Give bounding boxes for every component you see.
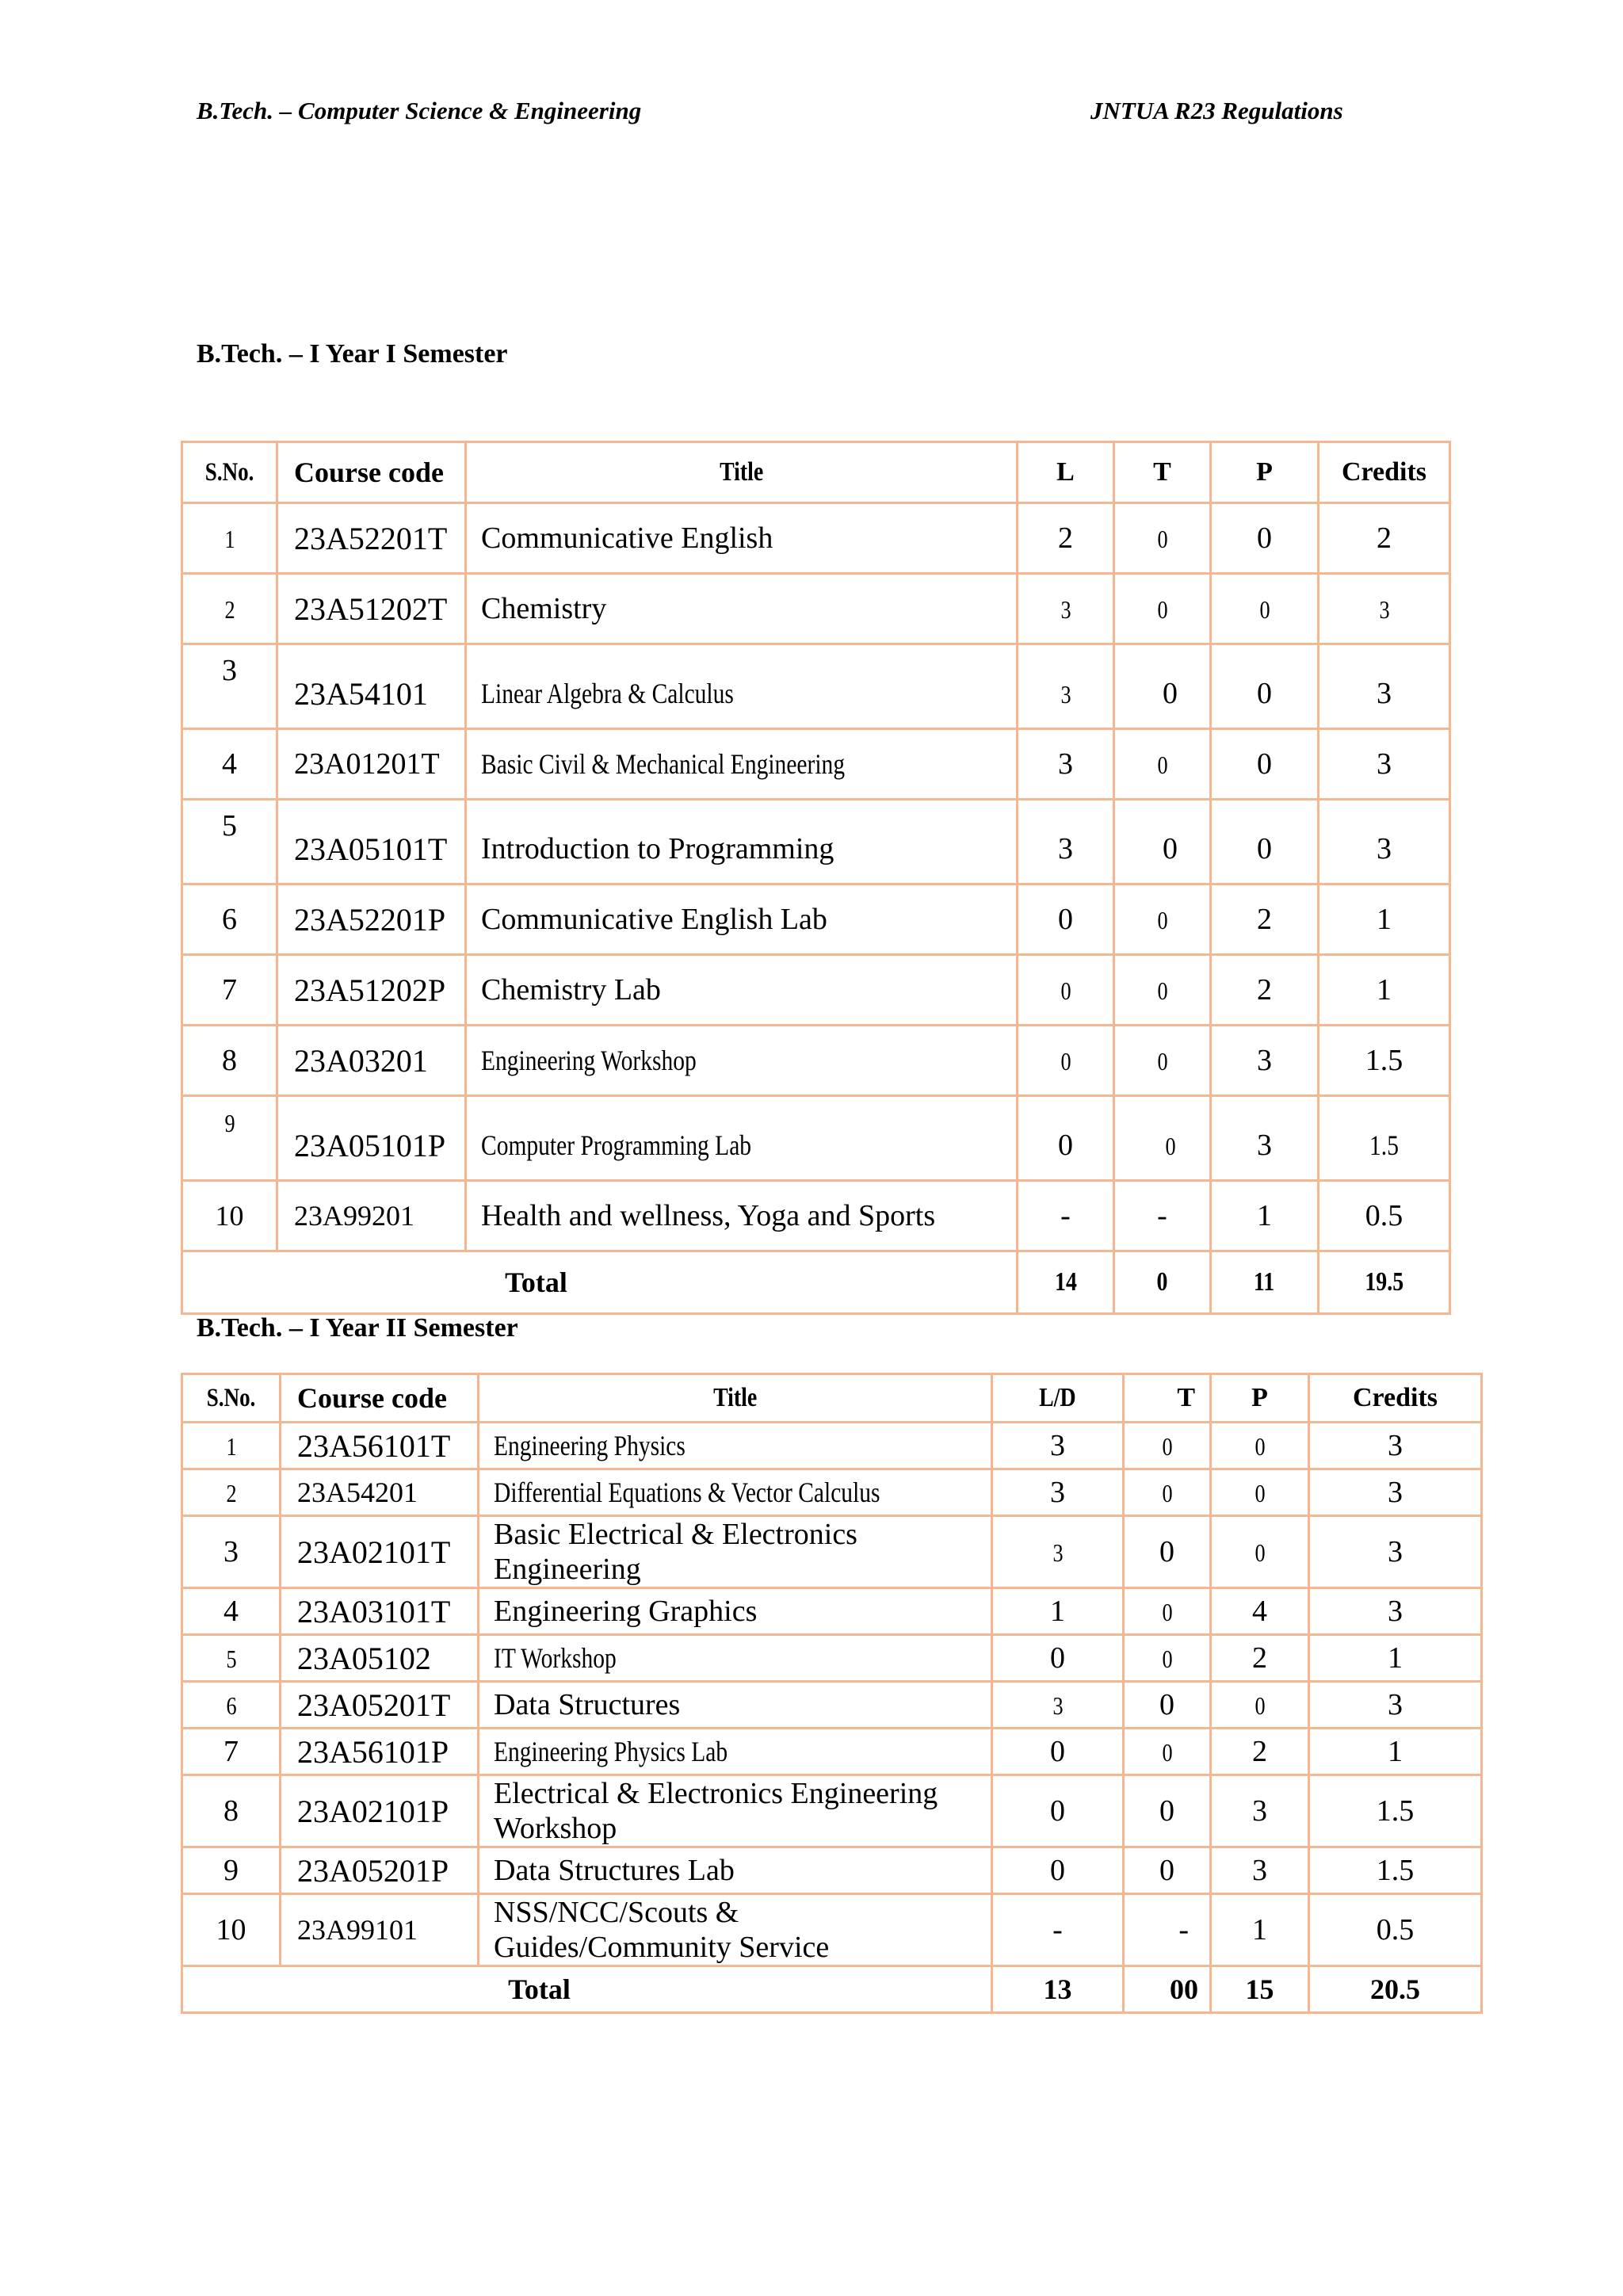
cell-code: 23A05101P xyxy=(277,1096,466,1181)
semester-1-title: B.Tech. – I Year I Semester xyxy=(197,339,508,369)
cell-title: Health and wellness, Yoga and Sports xyxy=(466,1181,1018,1251)
cell-title: Basic Civil & Mechanical Engineering xyxy=(466,729,1018,800)
cell-credits: 3 xyxy=(1319,644,1450,729)
cell-sno: 3 xyxy=(182,644,277,729)
column-header-ld: L/D xyxy=(992,1374,1124,1423)
cell-credits: 1 xyxy=(1319,884,1450,955)
table-row xyxy=(182,1423,1482,1469)
cell-credits: 3 xyxy=(1319,729,1450,800)
table-header-row xyxy=(182,442,1450,503)
cell-title: Chemistry Lab xyxy=(466,955,1018,1026)
table-row xyxy=(182,1516,1482,1588)
column-header-credits: Credits xyxy=(1309,1374,1482,1423)
cell-sno: 1 xyxy=(182,503,277,574)
table-row xyxy=(182,1847,1482,1894)
cell-sno: 9 xyxy=(182,1847,281,1894)
table-row xyxy=(182,644,1450,729)
cell-l: 0 xyxy=(992,1775,1124,1847)
cell-sno: 5 xyxy=(182,1635,281,1682)
cell-code: 23A05201T xyxy=(281,1682,479,1729)
cell-code: 23A05102 xyxy=(281,1635,479,1682)
cell-title: Electrical & Electronics Engineering Workshop xyxy=(479,1775,992,1847)
cell-l: - xyxy=(992,1894,1124,1966)
cell-t: 0 xyxy=(1124,1423,1211,1469)
table-row xyxy=(182,884,1450,955)
cell-l: 3 xyxy=(1018,574,1114,644)
cell-title: Communicative English Lab xyxy=(466,884,1018,955)
cell-t: 0 xyxy=(1124,1588,1211,1635)
cell-title: NSS/NCC/Scouts & Guides/Community Service xyxy=(479,1894,992,1966)
cell-t: 0 xyxy=(1114,574,1211,644)
cell-title: Data Structures Lab xyxy=(479,1847,992,1894)
cell-code: 23A02101T xyxy=(281,1516,479,1588)
running-header xyxy=(0,97,1623,128)
column-header-title: Title xyxy=(479,1374,992,1423)
cell-t: 0 xyxy=(1124,1682,1211,1729)
cell-credits: 2 xyxy=(1319,503,1450,574)
table-row xyxy=(182,1181,1450,1251)
column-header-t: T xyxy=(1124,1374,1211,1423)
cell-l: 3 xyxy=(992,1682,1124,1729)
cell-p: 0 xyxy=(1211,729,1319,800)
column-header-code: Course code xyxy=(277,442,466,503)
semester-2-title: B.Tech. – I Year II Semester xyxy=(197,1313,518,1343)
table-row xyxy=(182,1775,1482,1847)
cell-l: 0 xyxy=(1018,1096,1114,1181)
cell-p: 4 xyxy=(1211,1588,1309,1635)
table-total-row xyxy=(182,1251,1450,1314)
cell-sno: 2 xyxy=(182,1469,281,1516)
cell-title: Engineering Workshop xyxy=(466,1026,1018,1096)
cell-code: 23A02101P xyxy=(281,1775,479,1847)
column-header-t: T xyxy=(1114,442,1211,503)
cell-t: - xyxy=(1124,1894,1211,1966)
cell-title: IT Workshop xyxy=(479,1635,992,1682)
cell-code: 23A05101T xyxy=(277,800,466,884)
cell-sno: 6 xyxy=(182,1682,281,1729)
cell-sno: 10 xyxy=(182,1181,277,1251)
total-credits: 19.5 xyxy=(1319,1251,1450,1314)
semester-1-table xyxy=(181,441,1451,1315)
cell-title: Engineering Physics Lab xyxy=(479,1729,992,1775)
cell-credits: 3 xyxy=(1319,800,1450,884)
cell-credits: 3 xyxy=(1309,1469,1482,1516)
cell-t: 0 xyxy=(1114,1026,1211,1096)
header-regulations: JNTUA R23 Regulations xyxy=(1090,97,1343,124)
cell-p: 3 xyxy=(1211,1026,1319,1096)
table-row xyxy=(182,800,1450,884)
total-label: Total xyxy=(182,1966,992,2013)
cell-title: Chemistry xyxy=(466,574,1018,644)
cell-sno: 7 xyxy=(182,1729,281,1775)
cell-sno: 2 xyxy=(182,574,277,644)
cell-t: 0 xyxy=(1124,1469,1211,1516)
cell-code: 23A56101T xyxy=(281,1423,479,1469)
cell-credits: 1.5 xyxy=(1309,1847,1482,1894)
cell-l: 3 xyxy=(1018,644,1114,729)
cell-code: 23A03101T xyxy=(281,1588,479,1635)
cell-credits: 1 xyxy=(1309,1635,1482,1682)
total-l: 13 xyxy=(992,1966,1124,2013)
header-program: B.Tech. – Computer Science & Engineering xyxy=(197,97,642,124)
cell-p: 0 xyxy=(1211,644,1319,729)
cell-code: 23A51202P xyxy=(277,955,466,1026)
cell-sno: 4 xyxy=(182,1588,281,1635)
cell-l: 0 xyxy=(992,1847,1124,1894)
cell-l: 0 xyxy=(1018,955,1114,1026)
cell-sno: 4 xyxy=(182,729,277,800)
column-header-code: Course code xyxy=(281,1374,479,1423)
table-row xyxy=(182,503,1450,574)
cell-p: 2 xyxy=(1211,955,1319,1026)
cell-code: 23A03201 xyxy=(277,1026,466,1096)
cell-credits: 3 xyxy=(1309,1423,1482,1469)
semester-2-table xyxy=(181,1373,1483,2014)
cell-p: 0 xyxy=(1211,1423,1309,1469)
table-row xyxy=(182,1894,1482,1966)
cell-t: 0 xyxy=(1114,800,1211,884)
table-header-row xyxy=(182,1374,1482,1423)
cell-p: 0 xyxy=(1211,503,1319,574)
cell-p: 0 xyxy=(1211,1469,1309,1516)
cell-code: 23A51202T xyxy=(277,574,466,644)
total-l: 14 xyxy=(1018,1251,1114,1314)
cell-l: 0 xyxy=(1018,1026,1114,1096)
cell-p: 2 xyxy=(1211,1635,1309,1682)
cell-t: 0 xyxy=(1124,1775,1211,1847)
cell-l: 0 xyxy=(1018,884,1114,955)
cell-sno: 8 xyxy=(182,1026,277,1096)
cell-p: 2 xyxy=(1211,1729,1309,1775)
cell-p: 2 xyxy=(1211,884,1319,955)
cell-sno: 6 xyxy=(182,884,277,955)
cell-code: 23A01201T xyxy=(277,729,466,800)
cell-l: 3 xyxy=(992,1423,1124,1469)
cell-credits: 1.5 xyxy=(1319,1026,1450,1096)
total-label: Total xyxy=(182,1251,1018,1314)
cell-t: 0 xyxy=(1114,729,1211,800)
cell-sno: 3 xyxy=(182,1516,281,1588)
cell-credits: 3 xyxy=(1319,574,1450,644)
cell-l: 0 xyxy=(992,1729,1124,1775)
cell-p: 3 xyxy=(1211,1096,1319,1181)
total-t: 00 xyxy=(1124,1966,1211,2013)
cell-credits: 1 xyxy=(1309,1729,1482,1775)
cell-code: 23A52201P xyxy=(277,884,466,955)
cell-title: Differential Equations & Vector Calculus xyxy=(479,1469,992,1516)
cell-p: 0 xyxy=(1211,1682,1309,1729)
table-row xyxy=(182,955,1450,1026)
cell-sno: 1 xyxy=(182,1423,281,1469)
cell-credits: 3 xyxy=(1309,1588,1482,1635)
cell-credits: 0.5 xyxy=(1319,1181,1450,1251)
cell-credits: 1.5 xyxy=(1309,1775,1482,1847)
cell-sno: 5 xyxy=(182,800,277,884)
cell-sno: 9 xyxy=(182,1096,277,1181)
cell-sno: 8 xyxy=(182,1775,281,1847)
cell-p: 0 xyxy=(1211,800,1319,884)
cell-code: 23A54201 xyxy=(281,1469,479,1516)
cell-l: 3 xyxy=(992,1469,1124,1516)
cell-code: 23A54101 xyxy=(277,644,466,729)
table-row xyxy=(182,574,1450,644)
cell-t: 0 xyxy=(1124,1847,1211,1894)
cell-l: 2 xyxy=(1018,503,1114,574)
cell-code: 23A56101P xyxy=(281,1729,479,1775)
table-row xyxy=(182,1729,1482,1775)
cell-t: - xyxy=(1114,1181,1211,1251)
table-row xyxy=(182,729,1450,800)
cell-l: 3 xyxy=(1018,800,1114,884)
cell-sno: 7 xyxy=(182,955,277,1026)
total-p: 15 xyxy=(1211,1966,1309,2013)
cell-title: Linear Algebra & Calculus xyxy=(466,644,1018,729)
cell-p: 3 xyxy=(1211,1847,1309,1894)
total-credits: 20.5 xyxy=(1309,1966,1482,2013)
column-header-p: P xyxy=(1211,442,1319,503)
cell-t: 0 xyxy=(1124,1635,1211,1682)
cell-title: Introduction to Programming xyxy=(466,800,1018,884)
cell-title: Communicative English xyxy=(466,503,1018,574)
cell-code: 23A05201P xyxy=(281,1847,479,1894)
cell-credits: 3 xyxy=(1309,1516,1482,1588)
cell-t: 0 xyxy=(1124,1729,1211,1775)
table-row xyxy=(182,1469,1482,1516)
table-row xyxy=(182,1635,1482,1682)
cell-p: 1 xyxy=(1211,1181,1319,1251)
total-p: 11 xyxy=(1211,1251,1319,1314)
cell-p: 1 xyxy=(1211,1894,1309,1966)
cell-credits: 3 xyxy=(1309,1682,1482,1729)
cell-code: 23A99201 xyxy=(277,1181,466,1251)
cell-p: 3 xyxy=(1211,1775,1309,1847)
table-row xyxy=(182,1026,1450,1096)
table-row xyxy=(182,1588,1482,1635)
column-header-sno: S.No. xyxy=(182,442,277,503)
cell-title: Basic Electrical & Electronics Engineering xyxy=(479,1516,992,1588)
cell-credits: 1.5 xyxy=(1319,1096,1450,1181)
cell-t: 0 xyxy=(1124,1516,1211,1588)
table-row xyxy=(182,1682,1482,1729)
column-header-credits: Credits xyxy=(1319,442,1450,503)
cell-l: 3 xyxy=(1018,729,1114,800)
table-total-row xyxy=(182,1966,1482,2013)
cell-t: 0 xyxy=(1114,955,1211,1026)
cell-p: 0 xyxy=(1211,574,1319,644)
cell-title: Engineering Physics xyxy=(479,1423,992,1469)
cell-title: Computer Programming Lab xyxy=(466,1096,1018,1181)
cell-code: 23A52201T xyxy=(277,503,466,574)
column-header-p: P xyxy=(1211,1374,1309,1423)
cell-l: 0 xyxy=(992,1635,1124,1682)
cell-l: 3 xyxy=(992,1516,1124,1588)
column-header-title: Title xyxy=(466,442,1018,503)
cell-p: 0 xyxy=(1211,1516,1309,1588)
cell-t: 0 xyxy=(1114,503,1211,574)
cell-sno: 10 xyxy=(182,1894,281,1966)
table-row xyxy=(182,1096,1450,1181)
column-header-l: L xyxy=(1018,442,1114,503)
column-header-sno: S.No. xyxy=(182,1374,281,1423)
cell-credits: 1 xyxy=(1319,955,1450,1026)
cell-l: 1 xyxy=(992,1588,1124,1635)
cell-credits: 0.5 xyxy=(1309,1894,1482,1966)
cell-l: - xyxy=(1018,1181,1114,1251)
cell-title: Data Structures xyxy=(479,1682,992,1729)
cell-t: 0 xyxy=(1114,884,1211,955)
cell-t: 0 xyxy=(1114,1096,1211,1181)
cell-title: Engineering Graphics xyxy=(479,1588,992,1635)
total-t: 0 xyxy=(1114,1251,1211,1314)
cell-t: 0 xyxy=(1114,644,1211,729)
cell-code: 23A99101 xyxy=(281,1894,479,1966)
